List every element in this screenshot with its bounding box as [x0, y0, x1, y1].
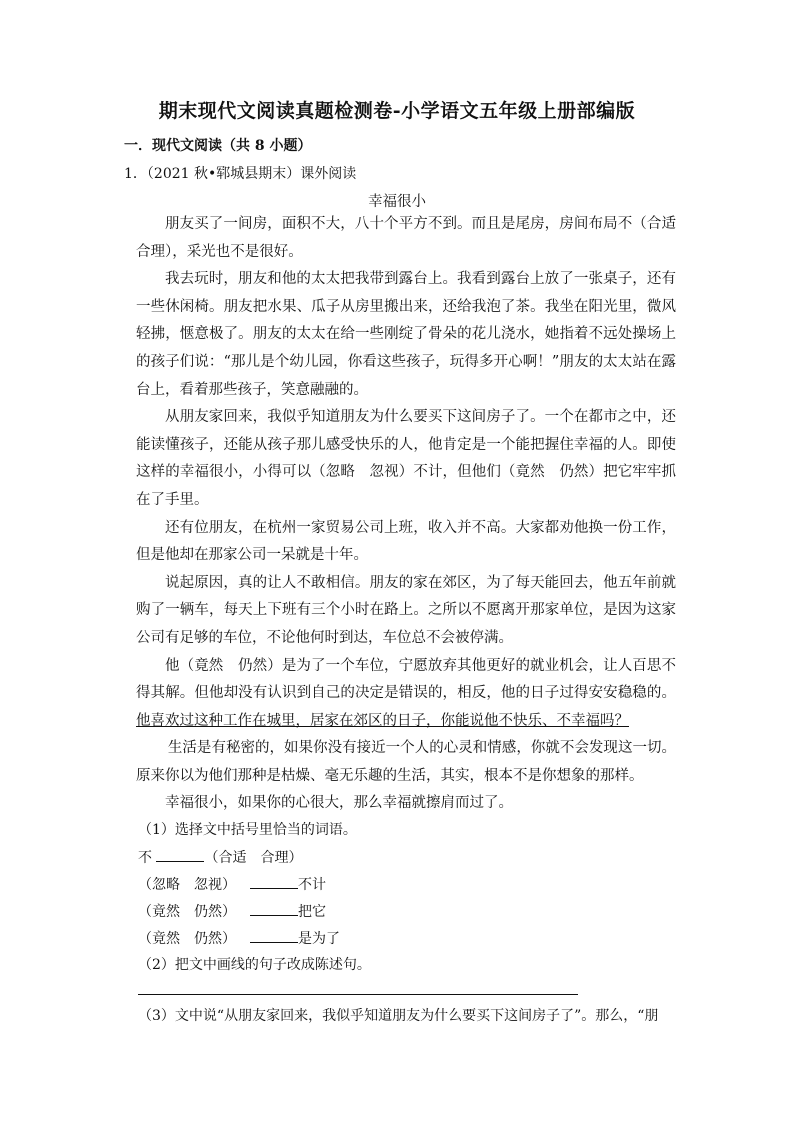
item-prefix: （竟然 仍然）: [138, 904, 236, 920]
passage-body: [136, 211, 676, 818]
paragraph-2: 我去玩时，朋友和他的太太把我带到露台上。我看到露台上放了一张桌子，还有一些休闲椅。朋友把水果、瓜子从房里搬出来，还给我泡了茶。我坐在阳光里，微风轻拂，惬意极了。朋友的太太在给一些刚绽了骨朵的花儿浇水，她指着不远处操场上的孩子们说：“那儿是个幼儿园，你看这些孩子，玩得多开心啊！”朋友的太太站在露台上，看着那些孩子，笑意融融的。: [136, 271, 676, 398]
question-1-item-1: [138, 846, 302, 867]
question-1-item-3: [138, 900, 326, 921]
question-3-label: （3）文中说“从朋友家回来，我似乎知道朋友为什么要买下这间房子了”。那么，“朋: [138, 1008, 659, 1024]
answer-blank[interactable]: [156, 846, 204, 862]
item-suffix: 把它: [298, 904, 326, 920]
paragraph-3: 从朋友家回来，我似乎知道朋友为什么要买下这间房子了。一个在都市之中，还能读懂孩子，还能从孩子那儿感受快乐的人，他肯定是一个能把握住幸福的人。即使这样的幸福很小，小得可以（忽略 忽视）不计，但他们（竟然 仍然）把它牢牢抓在了手里。: [136, 409, 676, 508]
answer-blank[interactable]: [250, 927, 298, 943]
paragraph-5: 说起原因，真的让人不敢相信。朋友的家在郊区，为了每天能回去，他五年前就购了一辆车，每天上下班有三个小时在路上。之所以不愿离开那家单位，是因为这家公司有足够的车位，不论他何时到达，车位总不会被停满。: [136, 574, 676, 646]
document-title: 期末现代文阅读真题检测卷-小学语文五年级上册部编版: [158, 100, 636, 122]
question-2-label: （2）把文中画线的句子改成陈述句。: [138, 957, 371, 973]
question-1-label: （1）选择文中括号里恰当的词语。: [138, 822, 357, 838]
answer-blank[interactable]: [250, 873, 298, 889]
item-suffix: 不计: [298, 877, 326, 893]
paragraph-4: 还有位朋友，在杭州一家贸易公司上班，收入并不高。大家都劝他换一份工作，但是他却在那家公司一呆就是十年。: [136, 519, 676, 564]
paragraph-1: 朋友买了一间房，面积不大，八十个平方不到。而且是尾房，房间布局不（合适 合理），采光也不是很好。: [136, 216, 676, 260]
section-heading: 一．现代文阅读（共 8 小题）: [124, 138, 312, 154]
item-suffix: （合适 合理）: [204, 850, 303, 866]
paragraph-8: 幸福很小，如果你的心很大，那么幸福就擦肩而过了。: [165, 795, 513, 812]
paragraph-7: 生活是有秘密的，如果你没有接近一个人的心灵和情感，你就不会发现这一切。原来你以为他们那种是枯燥、毫无乐趣的生活，其实，根本不是你想象的那样。: [136, 740, 676, 784]
passage-title: 幸福很小: [368, 194, 426, 210]
item-suffix: 是为了: [298, 931, 340, 947]
paragraph-6-text: 他（竟然 仍然）是为了一个车位，宁愿放弃其他更好的就业机会，让人百思不得其解。但他却没有认识到自己的决定是错误的，相反，他的日子过得安安稳稳的。: [136, 657, 676, 702]
paragraph-6: [136, 653, 676, 736]
item-prefix: 不: [138, 850, 157, 866]
underlined-sentence: 他喜欢过这种工作在城里，居家在郊区的日子，你能说他不快乐、不幸福吗？: [136, 712, 629, 729]
question-header: 1．（2021 秋•郓城县期末）课外阅读: [124, 166, 357, 182]
answer-blank[interactable]: [250, 900, 298, 916]
item-prefix: （忽略 忽视）: [138, 877, 236, 893]
item-prefix: （竟然 仍然）: [138, 931, 236, 947]
answer-line[interactable]: [138, 994, 578, 995]
question-1-item-2: [138, 873, 326, 894]
question-1-item-4: [138, 927, 340, 948]
